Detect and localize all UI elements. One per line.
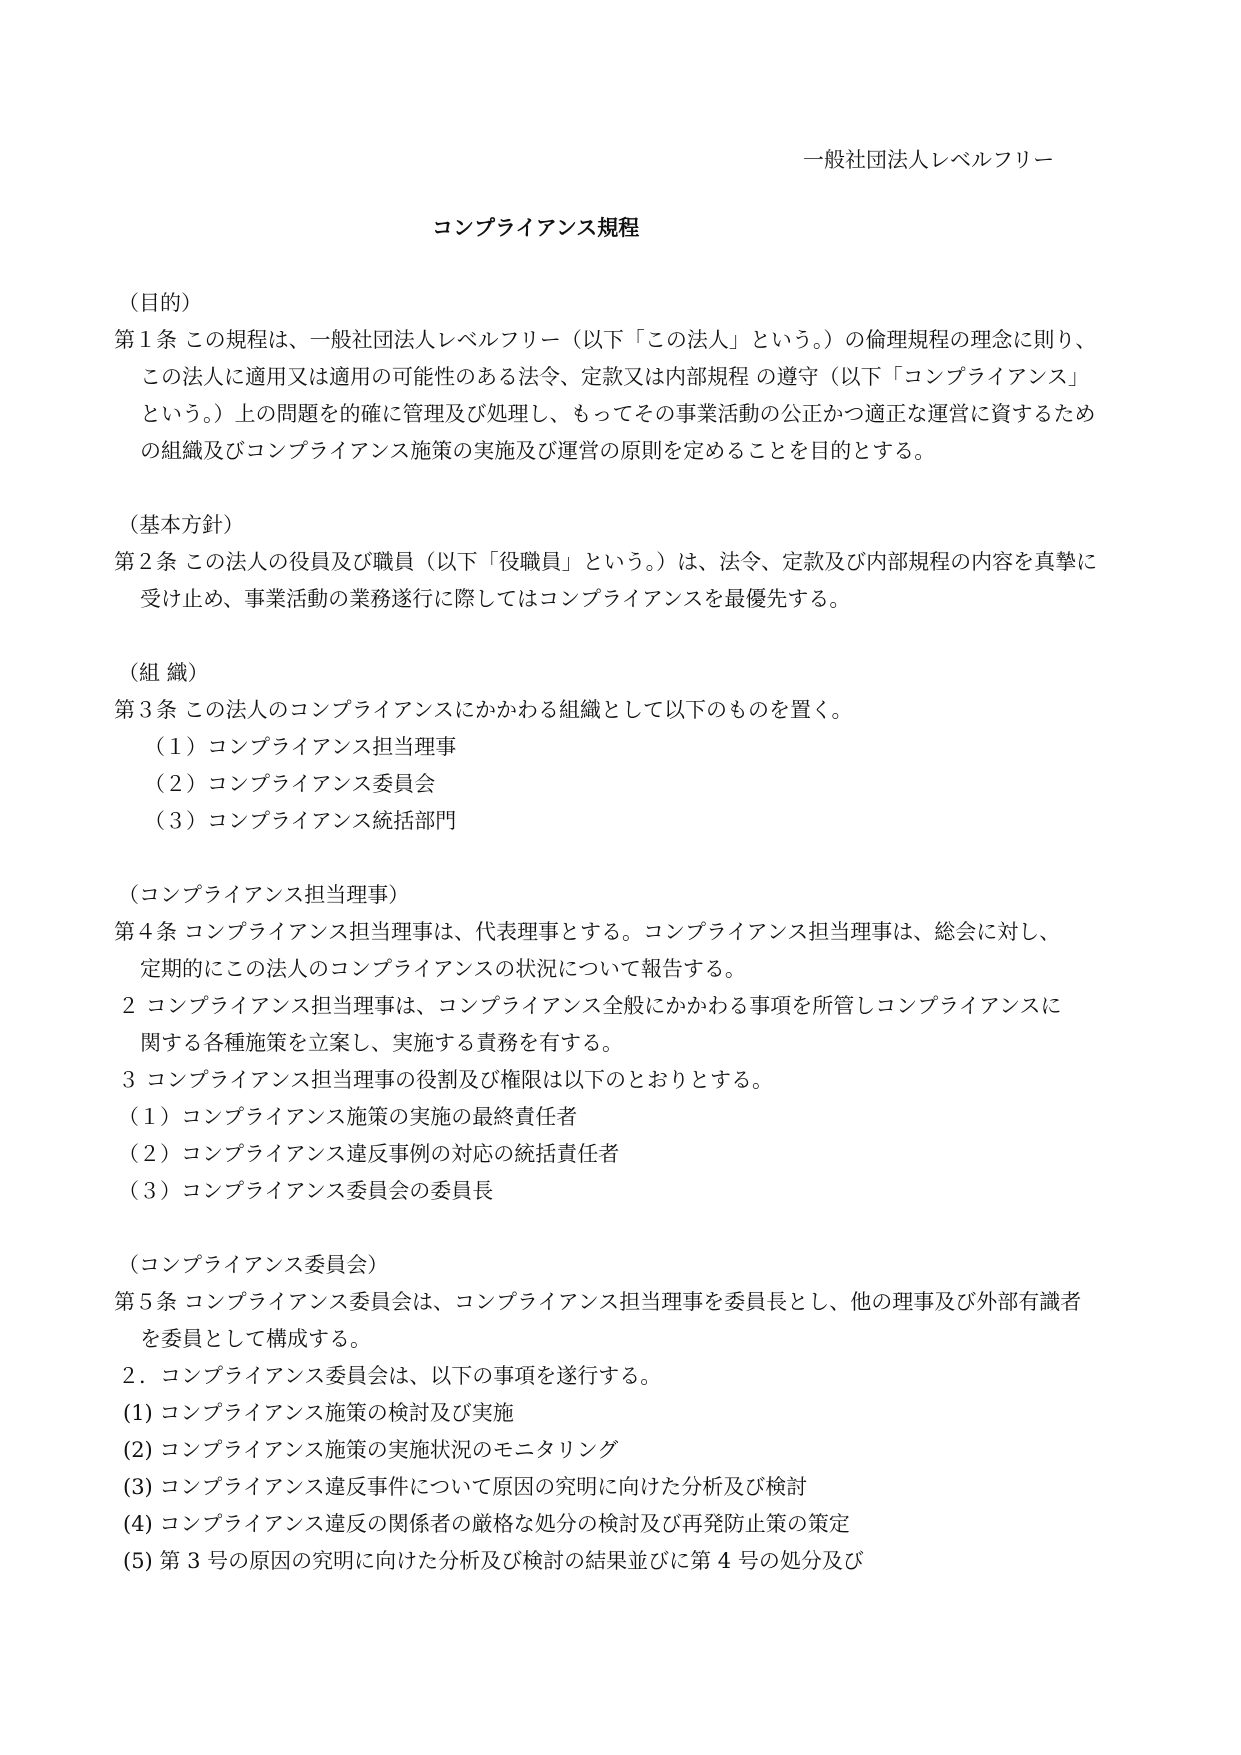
article-2-line-1: 第２条 この法人の役員及び職員（以下「役職員」という。）は、法令、定款及び内部規程の内容を真摯に — [114, 550, 1098, 574]
article-4-para-2-line-1: ２ コンプライアンス担当理事は、コンプライアンス全般にかかわる事項を所管しコンプライアンスに — [118, 994, 1062, 1018]
article-4-line-2: 定期的にこの法人のコンプライアンスの状況について報告する。 — [140, 957, 746, 981]
article-4-item-1: （１）コンプライアンス施策の実施の最終責任者 — [118, 1105, 578, 1129]
article-5-item-5: (5) 第 3 号の原因の究明に向けた分析及び検討の結果並びに第 4 号の処分及び — [123, 1549, 864, 1573]
section-heading-purpose: （目的） — [118, 291, 202, 315]
article-4-para-2-line-2: 関する各種施策を立案し、実施する責務を有する。 — [140, 1031, 623, 1055]
article-1-line-1: 第１条 この規程は、一般社団法人レベルフリー（以下「この法人」という。）の倫理規程の理念に則り、 — [114, 328, 1097, 352]
article-5-item-2: (2) コンプライアンス施策の実施状況のモニタリング — [123, 1438, 619, 1462]
section-heading-basic-policy: （基本方針） — [118, 513, 244, 537]
article-1-line-3: という。）上の問題を的確に管理及び処理し、もってその事業活動の公正かつ適正な運営に資するため — [140, 402, 1096, 426]
article-5-line-1: 第５条 コンプライアンス委員会は、コンプライアンス担当理事を委員長とし、他の理事及び外部有識者 — [114, 1290, 1082, 1314]
article-3-item-1: （１）コンプライアンス担当理事 — [144, 735, 457, 759]
organization-name: 一般社団法人レベルフリー — [803, 148, 1055, 172]
article-5-item-1: (1) コンプライアンス施策の検討及び実施 — [123, 1401, 514, 1425]
section-heading-organization: （組 織） — [118, 661, 209, 685]
article-2-line-2: 受け止め、事業活動の業務遂行に際してはコンプライアンスを最優先する。 — [140, 587, 851, 611]
section-heading-compliance-director: （コンプライアンス担当理事） — [118, 883, 410, 907]
article-5-item-4: (4) コンプライアンス違反の関係者の厳格な処分の検討及び再発防止策の策定 — [123, 1512, 850, 1536]
article-4-item-2: （２）コンプライアンス違反事例の対応の統括責任者 — [118, 1142, 620, 1166]
article-4-item-3: （３）コンプライアンス委員会の委員長 — [118, 1179, 494, 1203]
article-4-para-3: ３ コンプライアンス担当理事の役割及び権限は以下のとおりとする。 — [118, 1068, 773, 1092]
article-1-line-2: この法人に適用又は適用の可能性のある法令、定款又は内部規程 の遵守（以下「コンプライアンス」 — [140, 365, 1089, 389]
document-title: コンプライアンス規程 — [432, 215, 640, 240]
section-heading-compliance-committee: （コンプライアンス委員会） — [118, 1253, 389, 1277]
article-1-line-4: の組織及びコンプライアンス施策の実施及び運営の原則を定めることを目的とする。 — [140, 439, 936, 463]
article-5-line-2: を委員として構成する。 — [140, 1327, 371, 1351]
article-5-para-2: ２．コンプライアンス委員会は、以下の事項を遂行する。 — [118, 1364, 662, 1388]
article-3-item-3: （３）コンプライアンス統括部門 — [144, 809, 457, 833]
article-3-line-1: 第３条 この法人のコンプライアンスにかかわる組織として以下のものを置く。 — [114, 698, 853, 722]
article-5-item-3: (3) コンプライアンス違反事件について原因の究明に向けた分析及び検討 — [123, 1475, 808, 1499]
article-3-item-2: （２）コンプライアンス委員会 — [144, 772, 436, 796]
article-4-line-1: 第４条 コンプライアンス担当理事は、代表理事とする。コンプライアンス担当理事は、総会に対し、 — [114, 920, 1061, 944]
